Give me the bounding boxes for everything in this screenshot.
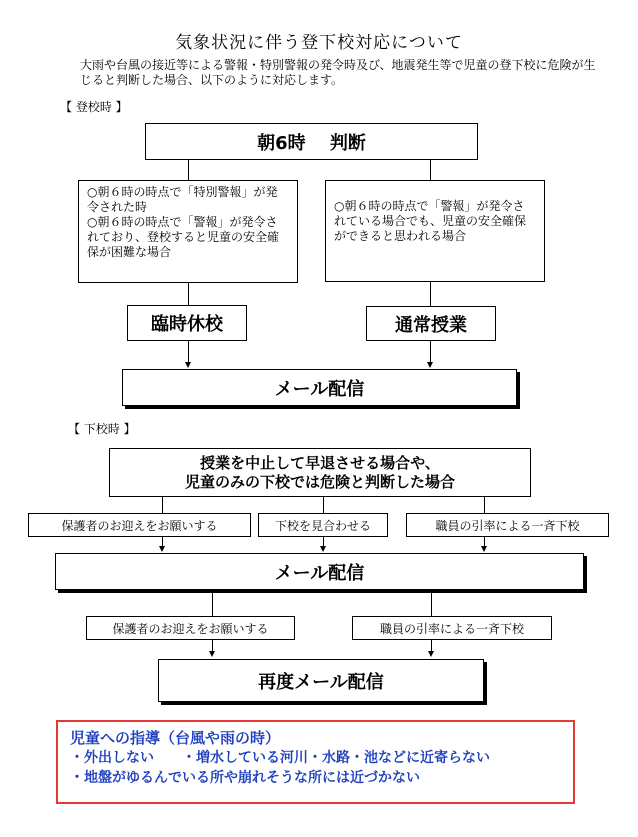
guidance-heading: 児童への指導（台風や雨の時） <box>70 729 281 747</box>
arrow-down-icon <box>185 362 191 368</box>
intro-text: 大雨や台風の接近等による警報・特別警報の発令時及び、地震発生等で児童の登下校に危険が生じると判断した場合、以下のように対応します。 <box>80 58 596 87</box>
left-condition-line: ○朝６時の時点で「警報」が発令されており、登校すると児童の安全確保が困難な場合 <box>87 215 280 259</box>
followup-parent-pickup: 保護者のお迎えをお願いする <box>86 616 295 640</box>
guidance-line: ・地盤がゆるんでいる所や崩れそうな所には近づかない <box>70 770 420 786</box>
followup-staff-escort: 職員の引率による一斉下校 <box>352 616 552 640</box>
section-label-afternoon: 【 下校時 】 <box>68 422 136 436</box>
afternoon-mail-box: メール配信 <box>55 553 584 590</box>
arrow-down-icon <box>209 651 215 657</box>
connector <box>188 283 189 305</box>
trigger-line: 授業を中止して早退させる場合や、 <box>200 453 440 472</box>
connector <box>430 282 431 306</box>
arrow-down-icon <box>428 651 434 657</box>
right-condition-box: ○朝６時の時点で「警報」が発令されている場合でも、児童の安全確保ができると思われる場合 <box>325 180 545 282</box>
trigger-line: 児童のみの下校では危険と判断した場合 <box>184 472 455 491</box>
section-label-morning: 【 登校時 】 <box>60 100 128 114</box>
early-dismissal-trigger-box <box>109 448 531 497</box>
decision-box: 朝6時 判断 <box>145 123 478 160</box>
arrow-down-icon <box>159 546 165 552</box>
connector <box>430 160 431 180</box>
connector <box>323 497 324 513</box>
option-parent-pickup: 保護者のお迎えをお願いする <box>28 513 251 537</box>
remail-box: 再度メール配信 <box>158 659 484 702</box>
guidance-line: ・外出しない ・増水している河川・水路・池などに近寄らない <box>70 750 490 766</box>
connector <box>188 160 189 180</box>
connector <box>484 497 485 513</box>
arrow-down-icon <box>320 546 326 552</box>
option-staff-escort: 職員の引率による一斉下校 <box>406 513 609 537</box>
closure-outcome-box: 臨時休校 <box>127 305 247 341</box>
student-guidance-box <box>56 720 575 804</box>
arrow-down-icon <box>427 362 433 368</box>
normal-class-outcome-box: 通常授業 <box>366 306 496 341</box>
arrow-down-icon <box>481 546 487 552</box>
left-condition-line: ○朝６時の時点で「特別警報」が発令された時 <box>87 185 278 214</box>
left-condition-box <box>78 180 298 283</box>
page-title: 気象状況に伴う登下校対応について <box>175 33 463 53</box>
connector <box>430 341 431 363</box>
connector <box>162 497 163 513</box>
connector <box>431 590 432 616</box>
option-postpone: 下校を見合わせる <box>258 513 388 537</box>
morning-mail-box: メール配信 <box>122 369 517 406</box>
connector <box>212 590 213 616</box>
connector <box>188 341 189 363</box>
